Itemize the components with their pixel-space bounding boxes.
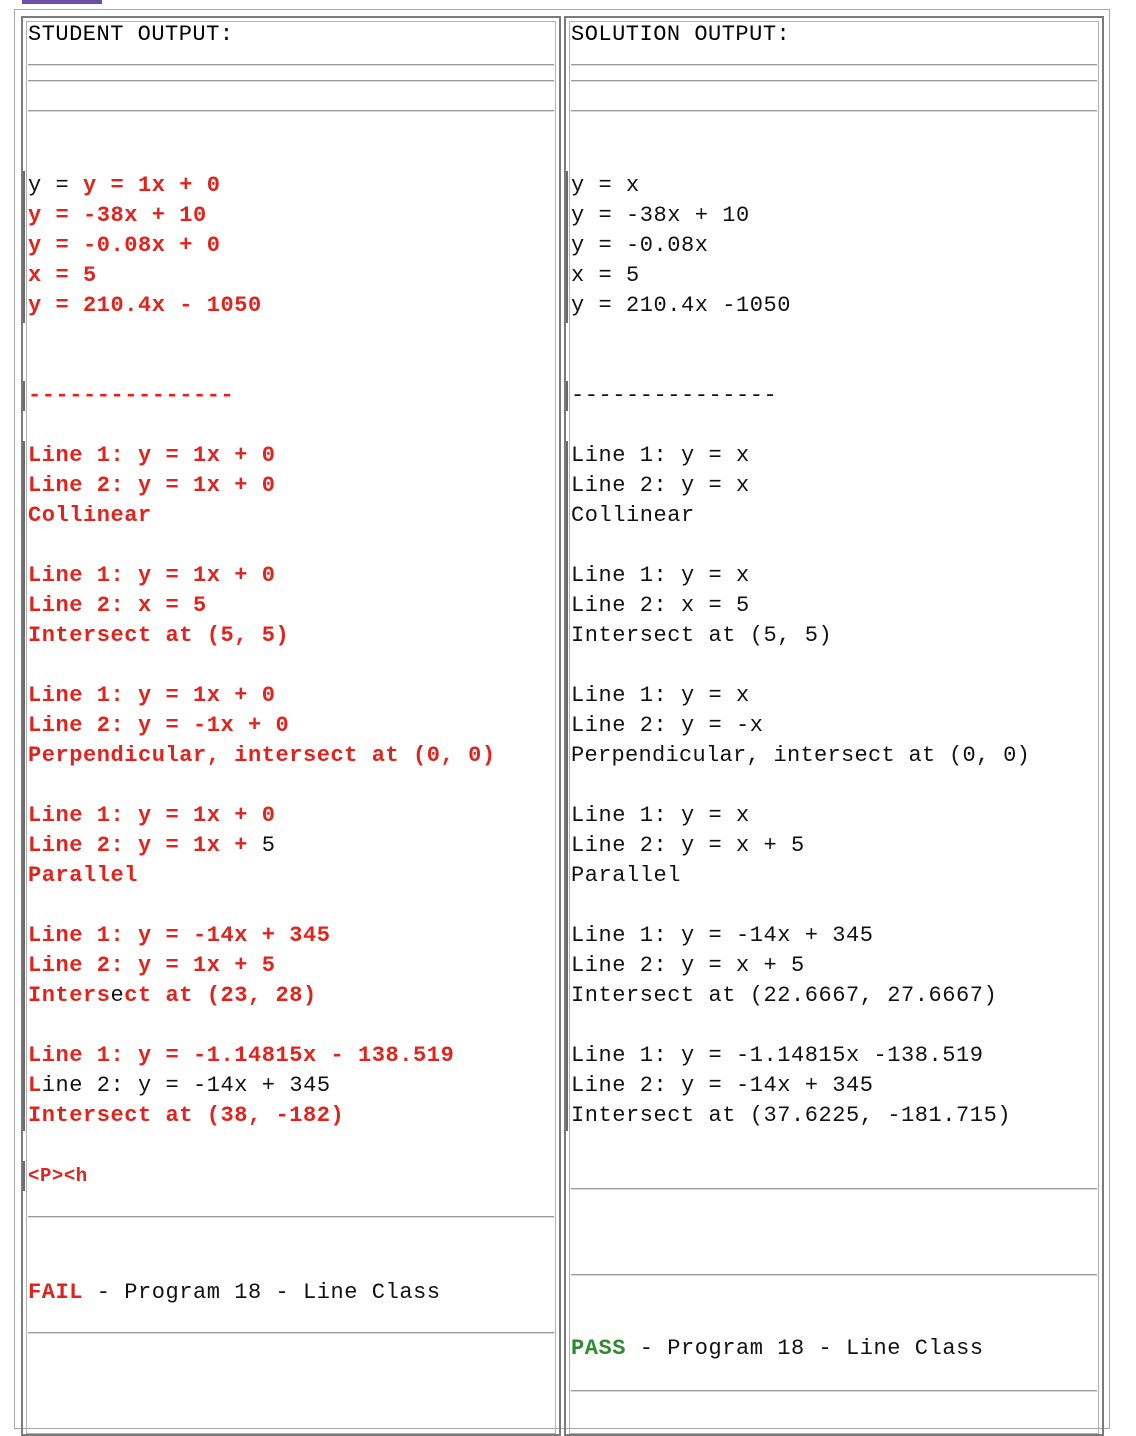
result-line: Line 2: y = -14x + 345 <box>571 1073 874 1098</box>
result-line: Line 2: y = 1x + 5 <box>28 953 276 978</box>
result-line: Intersect at (37.6225, -181.715) <box>571 1103 1012 1128</box>
solution-header: SOLUTION OUTPUT: <box>571 22 791 47</box>
separator-left-rule <box>566 381 568 411</box>
result-line: Line 1: y = -1.14815x -138.519 <box>571 1043 984 1068</box>
results-left-rule <box>566 441 568 1131</box>
result-line: Line 1: y = x <box>571 803 750 828</box>
equation-line: y = -38x + 10 <box>571 203 750 228</box>
result-line: Line 2: y = x + 5 <box>571 953 805 978</box>
result-line: Line 1: y = -14x + 345 <box>571 923 874 948</box>
student-header: STUDENT OUTPUT: <box>28 22 234 47</box>
result-line: Parallel <box>571 863 682 888</box>
result-line: Intersect at (38, -182) <box>28 1103 345 1128</box>
student-output-panel <box>21 16 561 1436</box>
result-line: Parallel <box>28 863 139 888</box>
result-line: Line 2: y = -1x + 0 <box>28 713 290 738</box>
result-line: Line 2: y = 1x + 0 <box>28 473 276 498</box>
equations-left-rule <box>23 171 25 323</box>
equation-line: y = -38x + 10 <box>28 203 207 228</box>
divider <box>28 64 554 66</box>
result-line: Line 1: y = 1x + 0 <box>28 683 276 708</box>
equation-line: x = 5 <box>28 263 97 288</box>
divider <box>571 1390 1097 1392</box>
divider <box>571 1274 1097 1276</box>
result-line: Perpendicular, intersect at (0, 0) <box>28 743 496 768</box>
fail-badge: FAIL <box>28 1280 84 1305</box>
result-line: Intersect at (22.6667, 27.6667) <box>571 983 998 1008</box>
result-line: Line 1: y = 1x + 0 <box>28 563 276 588</box>
result-line: Line 1: y = x <box>571 683 750 708</box>
divider <box>571 80 1097 82</box>
status-line: FAIL - Program 18 - Line Class <box>28 1280 441 1305</box>
top-link-underline <box>22 0 102 4</box>
results-left-rule <box>23 441 25 1131</box>
result-line: Collinear <box>571 503 695 528</box>
equation-line: y = x <box>571 173 640 198</box>
result-line: Intersect at (23, 28) <box>28 983 317 1008</box>
result-line: Line 2: x = 5 <box>28 593 207 618</box>
equation-line: y = -0.08x + 0 <box>28 233 221 258</box>
result-line: Line 1: y = -14x + 345 <box>28 923 331 948</box>
divider <box>28 110 554 112</box>
separator: --------------- <box>28 383 235 408</box>
separator-left-rule <box>23 381 25 411</box>
solution-output-panel <box>564 16 1104 1436</box>
result-line: Line 2: y = -14x + 345 <box>28 1073 331 1098</box>
result-line: Line 2: y = x + 5 <box>571 833 805 858</box>
result-line: Line 1: y = -1.14815x - 138.519 <box>28 1043 455 1068</box>
result-line: Line 2: y = x <box>571 473 750 498</box>
result-line: Line 1: y = x <box>571 563 750 588</box>
divider <box>28 1332 554 1334</box>
result-line: Intersect at (5, 5) <box>28 623 290 648</box>
result-line: Intersect at (5, 5) <box>571 623 833 648</box>
divider <box>28 80 554 82</box>
divider <box>571 110 1097 112</box>
divider <box>571 64 1097 66</box>
result-line: Line 1: y = 1x + 0 <box>28 803 276 828</box>
result-line: Line 2: y = 1x + 5 <box>28 833 276 858</box>
equation-line: y = -0.08x <box>571 233 709 258</box>
result-line: Line 2: y = -x <box>571 713 764 738</box>
divider <box>571 1188 1097 1190</box>
separator: --------------- <box>571 383 778 408</box>
equation-line: y = 210.4x -1050 <box>571 293 792 318</box>
result-line: Perpendicular, intersect at (0, 0) <box>571 743 1031 768</box>
equation-line: y = y = 1x + 0 <box>28 173 221 198</box>
result-line: Collinear <box>28 503 152 528</box>
pass-badge: PASS <box>571 1336 627 1361</box>
equation-line: y = 210.4x - 1050 <box>28 293 262 318</box>
result-line: Line 1: y = x <box>571 443 750 468</box>
stray-html-tag: <P><h <box>28 1165 88 1187</box>
equation-line: x = 5 <box>571 263 640 288</box>
tag-left-rule <box>23 1161 25 1191</box>
equations-left-rule <box>566 171 568 323</box>
result-line: Line 2: x = 5 <box>571 593 750 618</box>
status-line: PASS - Program 18 - Line Class <box>571 1336 984 1361</box>
divider <box>28 1216 554 1218</box>
result-line: Line 1: y = 1x + 0 <box>28 443 276 468</box>
